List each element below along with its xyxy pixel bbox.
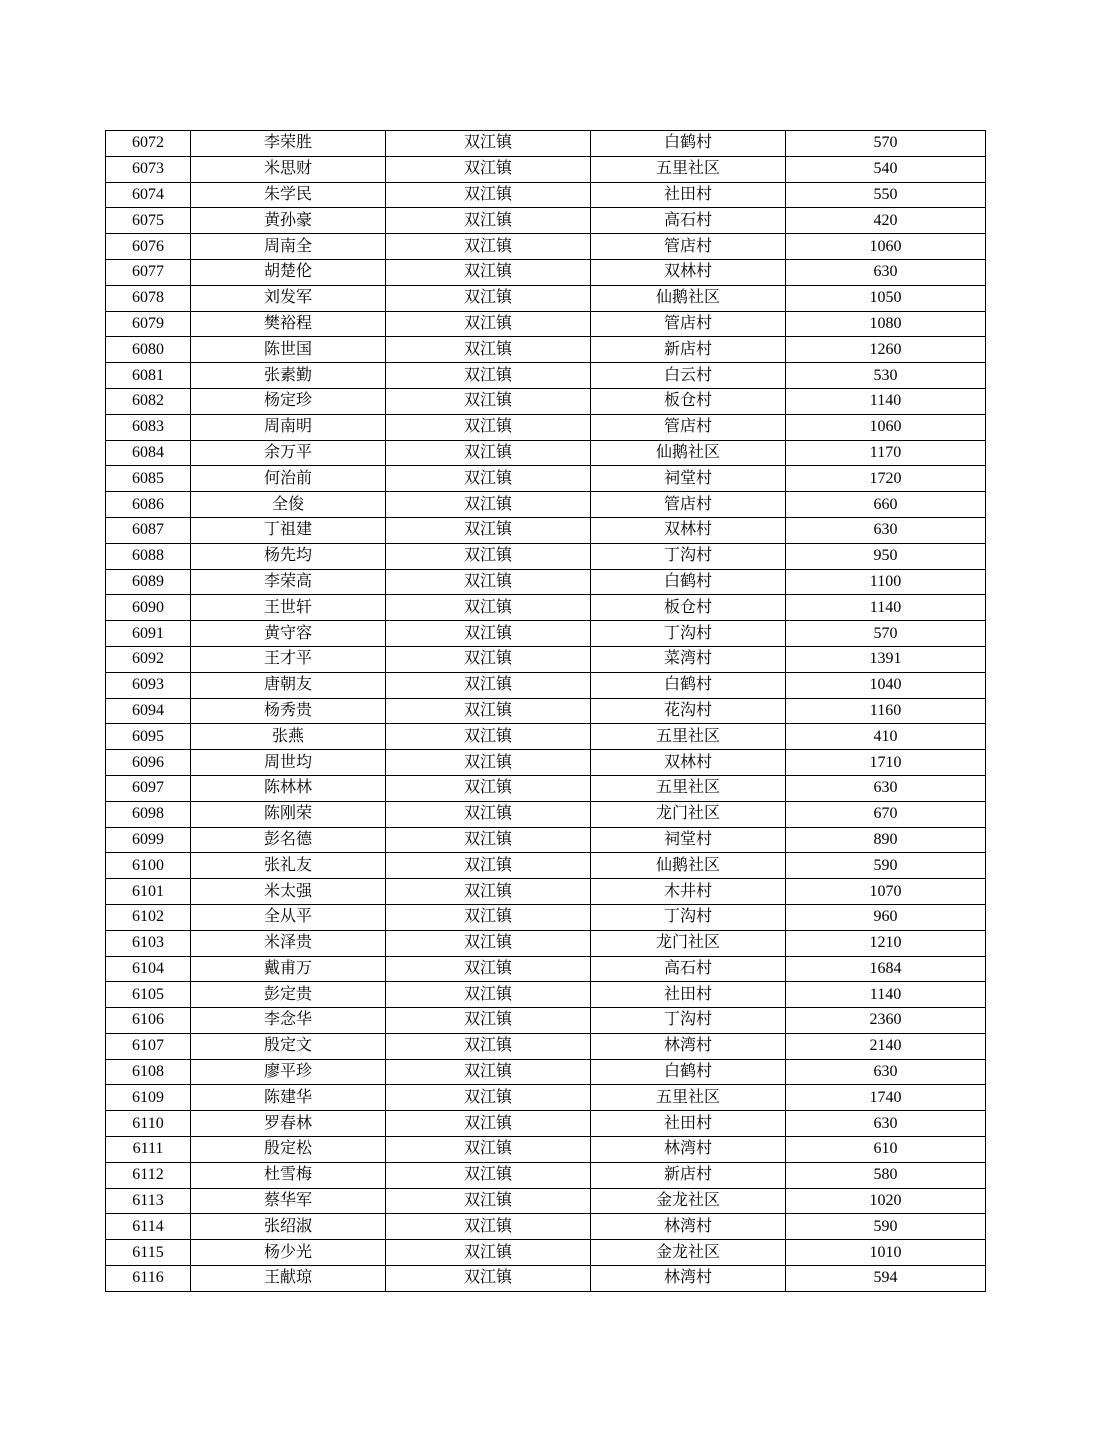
cell-name: 黄孙豪 [191,208,386,234]
cell-town: 双江镇 [386,827,591,853]
cell-village: 林湾村 [591,1266,786,1292]
cell-town: 双江镇 [386,1008,591,1034]
cell-town: 双江镇 [386,1266,591,1292]
cell-id: 6105 [106,982,191,1008]
cell-id: 6109 [106,1085,191,1111]
cell-amount: 1080 [786,311,986,337]
cell-village: 五里社区 [591,1085,786,1111]
cell-town: 双江镇 [386,208,591,234]
cell-id: 6098 [106,801,191,827]
cell-id: 6111 [106,1137,191,1163]
cell-amount: 2360 [786,1008,986,1034]
cell-name: 王才平 [191,646,386,672]
cell-village: 仙鹅社区 [591,853,786,879]
table-row [106,543,986,569]
cell-amount: 630 [786,517,986,543]
cell-amount: 1684 [786,956,986,982]
table-row [106,595,986,621]
cell-village: 林湾村 [591,1033,786,1059]
cell-id: 6090 [106,595,191,621]
cell-amount: 660 [786,492,986,518]
table-row [106,750,986,776]
cell-town: 双江镇 [386,956,591,982]
cell-id: 6115 [106,1240,191,1266]
cell-amount: 670 [786,801,986,827]
table-row [106,930,986,956]
cell-town: 双江镇 [386,1162,591,1188]
cell-town: 双江镇 [386,363,591,389]
cell-id: 6107 [106,1033,191,1059]
cell-id: 6087 [106,517,191,543]
table-row [106,208,986,234]
table-row [106,1033,986,1059]
cell-village: 社田村 [591,1111,786,1137]
cell-town: 双江镇 [386,698,591,724]
cell-name: 胡楚伦 [191,259,386,285]
cell-town: 双江镇 [386,1059,591,1085]
table-row [106,646,986,672]
cell-id: 6075 [106,208,191,234]
cell-name: 杜雪梅 [191,1162,386,1188]
cell-village: 祠堂村 [591,466,786,492]
cell-village: 管店村 [591,414,786,440]
cell-amount: 1170 [786,440,986,466]
cell-village: 金龙社区 [591,1188,786,1214]
cell-town: 双江镇 [386,466,591,492]
cell-village: 新店村 [591,1162,786,1188]
cell-name: 张礼友 [191,853,386,879]
cell-amount: 594 [786,1266,986,1292]
cell-id: 6093 [106,672,191,698]
cell-town: 双江镇 [386,930,591,956]
cell-amount: 610 [786,1137,986,1163]
cell-id: 6078 [106,285,191,311]
cell-amount: 960 [786,904,986,930]
cell-village: 龙门社区 [591,930,786,956]
cell-id: 6079 [106,311,191,337]
cell-town: 双江镇 [386,311,591,337]
cell-name: 李荣胜 [191,131,386,157]
cell-amount: 1060 [786,414,986,440]
cell-amount: 1740 [786,1085,986,1111]
table-row [106,517,986,543]
cell-name: 杨定珍 [191,388,386,414]
cell-name: 全俊 [191,492,386,518]
cell-id: 6084 [106,440,191,466]
cell-name: 陈建华 [191,1085,386,1111]
cell-town: 双江镇 [386,1033,591,1059]
cell-name: 米思财 [191,156,386,182]
cell-id: 6095 [106,724,191,750]
table-row [106,156,986,182]
cell-amount: 890 [786,827,986,853]
table-row [106,234,986,260]
cell-village: 双林村 [591,750,786,776]
cell-town: 双江镇 [386,234,591,260]
cell-village: 花沟村 [591,698,786,724]
cell-town: 双江镇 [386,621,591,647]
cell-amount: 1140 [786,388,986,414]
table-row [106,1008,986,1034]
cell-id: 6073 [106,156,191,182]
cell-name: 殷定文 [191,1033,386,1059]
cell-village: 高石村 [591,208,786,234]
cell-village: 林湾村 [591,1214,786,1240]
cell-id: 6088 [106,543,191,569]
cell-town: 双江镇 [386,492,591,518]
cell-amount: 570 [786,131,986,157]
cell-name: 蔡华军 [191,1188,386,1214]
cell-id: 6099 [106,827,191,853]
cell-amount: 1260 [786,337,986,363]
cell-id: 6100 [106,853,191,879]
cell-name: 何治前 [191,466,386,492]
cell-id: 6106 [106,1008,191,1034]
cell-name: 唐朝友 [191,672,386,698]
cell-id: 6110 [106,1111,191,1137]
cell-amount: 530 [786,363,986,389]
cell-village: 双林村 [591,517,786,543]
cell-id: 6080 [106,337,191,363]
cell-name: 彭定贵 [191,982,386,1008]
cell-amount: 550 [786,182,986,208]
table-row [106,466,986,492]
cell-id: 6101 [106,879,191,905]
cell-amount: 630 [786,1111,986,1137]
cell-amount: 1210 [786,930,986,956]
cell-id: 6094 [106,698,191,724]
cell-village: 白鹤村 [591,1059,786,1085]
cell-name: 杨少光 [191,1240,386,1266]
table-row [106,440,986,466]
cell-village: 五里社区 [591,724,786,750]
data-table [105,130,986,1292]
cell-amount: 1100 [786,569,986,595]
cell-id: 6108 [106,1059,191,1085]
cell-amount: 1060 [786,234,986,260]
cell-town: 双江镇 [386,414,591,440]
cell-town: 双江镇 [386,750,591,776]
cell-name: 张燕 [191,724,386,750]
cell-amount: 2140 [786,1033,986,1059]
cell-town: 双江镇 [386,801,591,827]
table-body [106,131,986,1292]
cell-village: 白鹤村 [591,131,786,157]
table-row [106,724,986,750]
cell-town: 双江镇 [386,1085,591,1111]
cell-id: 6096 [106,750,191,776]
cell-town: 双江镇 [386,724,591,750]
cell-id: 6085 [106,466,191,492]
cell-name: 殷定松 [191,1137,386,1163]
table-row [106,956,986,982]
table-row [106,879,986,905]
cell-town: 双江镇 [386,569,591,595]
table-row [106,182,986,208]
cell-amount: 630 [786,775,986,801]
cell-name: 陈世国 [191,337,386,363]
cell-amount: 1710 [786,750,986,776]
cell-village: 龙门社区 [591,801,786,827]
cell-name: 米泽贵 [191,930,386,956]
cell-village: 板仓村 [591,595,786,621]
cell-town: 双江镇 [386,131,591,157]
cell-village: 社田村 [591,982,786,1008]
cell-id: 6076 [106,234,191,260]
cell-name: 李念华 [191,1008,386,1034]
table-row [106,363,986,389]
cell-name: 朱学民 [191,182,386,208]
cell-id: 6072 [106,131,191,157]
cell-town: 双江镇 [386,259,591,285]
cell-village: 双林村 [591,259,786,285]
table-row [106,1188,986,1214]
cell-amount: 1720 [786,466,986,492]
cell-amount: 1010 [786,1240,986,1266]
cell-village: 祠堂村 [591,827,786,853]
cell-village: 管店村 [591,234,786,260]
cell-village: 高石村 [591,956,786,982]
table-row [106,698,986,724]
cell-village: 丁沟村 [591,904,786,930]
cell-id: 6083 [106,414,191,440]
cell-name: 杨秀贵 [191,698,386,724]
cell-id: 6082 [106,388,191,414]
cell-village: 社田村 [591,182,786,208]
cell-town: 双江镇 [386,1214,591,1240]
cell-id: 6077 [106,259,191,285]
cell-name: 李荣高 [191,569,386,595]
cell-amount: 540 [786,156,986,182]
cell-village: 五里社区 [591,775,786,801]
cell-id: 6097 [106,775,191,801]
cell-town: 双江镇 [386,672,591,698]
cell-id: 6113 [106,1188,191,1214]
cell-town: 双江镇 [386,1240,591,1266]
table-row [106,1137,986,1163]
cell-village: 菜湾村 [591,646,786,672]
cell-village: 五里社区 [591,156,786,182]
cell-name: 彭名德 [191,827,386,853]
cell-name: 刘发军 [191,285,386,311]
table-row [106,621,986,647]
cell-village: 仙鹅社区 [591,285,786,311]
cell-town: 双江镇 [386,182,591,208]
cell-id: 6102 [106,904,191,930]
cell-name: 樊裕程 [191,311,386,337]
table-row [106,1214,986,1240]
cell-town: 双江镇 [386,285,591,311]
cell-id: 6074 [106,182,191,208]
table-row [106,285,986,311]
cell-village: 丁沟村 [591,543,786,569]
cell-amount: 1391 [786,646,986,672]
cell-name: 张绍淑 [191,1214,386,1240]
cell-name: 陈刚荣 [191,801,386,827]
cell-name: 陈林林 [191,775,386,801]
cell-town: 双江镇 [386,853,591,879]
table-row [106,775,986,801]
cell-name: 廖平珍 [191,1059,386,1085]
cell-town: 双江镇 [386,1137,591,1163]
cell-amount: 590 [786,853,986,879]
table-row [106,569,986,595]
table-row [106,1162,986,1188]
table-row [106,414,986,440]
table-row [106,1266,986,1292]
cell-name: 杨先均 [191,543,386,569]
cell-town: 双江镇 [386,904,591,930]
table-row [106,904,986,930]
cell-name: 罗春林 [191,1111,386,1137]
table-row [106,131,986,157]
cell-id: 6104 [106,956,191,982]
table-row [106,1085,986,1111]
cell-name: 黄守容 [191,621,386,647]
table-row [106,982,986,1008]
cell-amount: 580 [786,1162,986,1188]
cell-village: 白鹤村 [591,672,786,698]
cell-name: 王献琼 [191,1266,386,1292]
cell-village: 仙鹅社区 [591,440,786,466]
cell-id: 6112 [106,1162,191,1188]
cell-id: 6114 [106,1214,191,1240]
cell-town: 双江镇 [386,646,591,672]
cell-town: 双江镇 [386,1188,591,1214]
cell-amount: 570 [786,621,986,647]
cell-village: 林湾村 [591,1137,786,1163]
cell-id: 6086 [106,492,191,518]
cell-name: 丁祖建 [191,517,386,543]
table-row [106,1240,986,1266]
cell-name: 米太强 [191,879,386,905]
cell-name: 周南全 [191,234,386,260]
cell-town: 双江镇 [386,595,591,621]
table-row [106,259,986,285]
cell-amount: 1020 [786,1188,986,1214]
cell-amount: 1050 [786,285,986,311]
cell-village: 白云村 [591,363,786,389]
cell-name: 张素勤 [191,363,386,389]
cell-id: 6103 [106,930,191,956]
cell-village: 金龙社区 [591,1240,786,1266]
cell-town: 双江镇 [386,156,591,182]
cell-village: 管店村 [591,492,786,518]
cell-name: 余万平 [191,440,386,466]
cell-id: 6089 [106,569,191,595]
cell-town: 双江镇 [386,337,591,363]
cell-amount: 1140 [786,982,986,1008]
cell-id: 6091 [106,621,191,647]
cell-village: 新店村 [591,337,786,363]
table-row [106,337,986,363]
cell-town: 双江镇 [386,543,591,569]
table-row [106,311,986,337]
cell-town: 双江镇 [386,388,591,414]
cell-town: 双江镇 [386,775,591,801]
cell-village: 丁沟村 [591,1008,786,1034]
table-row [106,672,986,698]
cell-name: 周南明 [191,414,386,440]
cell-town: 双江镇 [386,879,591,905]
table-row [106,1059,986,1085]
cell-name: 戴甫万 [191,956,386,982]
table-row [106,492,986,518]
cell-amount: 1070 [786,879,986,905]
cell-name: 王世轩 [191,595,386,621]
cell-town: 双江镇 [386,982,591,1008]
table-row [106,801,986,827]
cell-town: 双江镇 [386,440,591,466]
cell-name: 全从平 [191,904,386,930]
cell-amount: 1160 [786,698,986,724]
cell-amount: 420 [786,208,986,234]
cell-town: 双江镇 [386,517,591,543]
cell-village: 管店村 [591,311,786,337]
cell-amount: 950 [786,543,986,569]
cell-id: 6092 [106,646,191,672]
cell-amount: 1140 [786,595,986,621]
cell-name: 周世均 [191,750,386,776]
cell-village: 板仓村 [591,388,786,414]
table-row [106,853,986,879]
cell-town: 双江镇 [386,1111,591,1137]
cell-amount: 590 [786,1214,986,1240]
cell-amount: 1040 [786,672,986,698]
cell-village: 丁沟村 [591,621,786,647]
table-row [106,388,986,414]
cell-id: 6081 [106,363,191,389]
cell-id: 6116 [106,1266,191,1292]
cell-village: 白鹤村 [591,569,786,595]
cell-village: 木井村 [591,879,786,905]
cell-amount: 410 [786,724,986,750]
table-row [106,827,986,853]
cell-amount: 630 [786,259,986,285]
table-row [106,1111,986,1137]
cell-amount: 630 [786,1059,986,1085]
